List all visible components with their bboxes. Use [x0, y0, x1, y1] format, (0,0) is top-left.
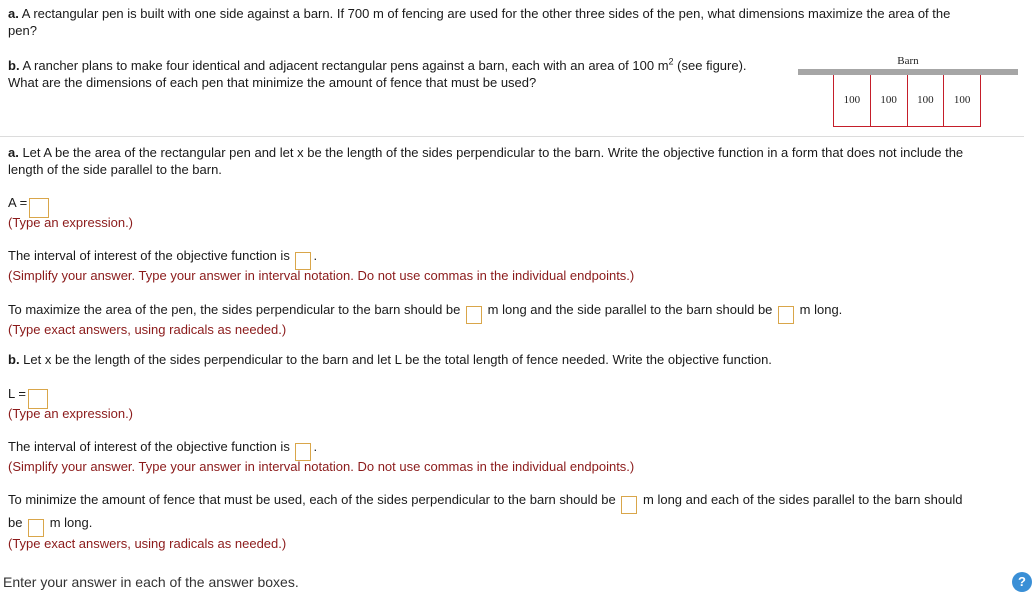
pens-row	[833, 75, 981, 127]
pen-3: 100	[908, 75, 945, 127]
divider	[0, 136, 1024, 137]
part-a-intro-line2: length of the side parallel to the barn.	[8, 162, 222, 177]
part-a-label: a.	[8, 145, 19, 160]
problem-a-label: a.	[8, 6, 19, 21]
problem-b-text-post: (see figure).	[673, 58, 747, 73]
part-b-interval-hint: (Simplify your answer. Type your answer in interval notation. Do not use commas in the individual endpoints.)	[8, 459, 635, 474]
part-a-dims-post: m long.	[799, 302, 843, 317]
problem-b-label: b.	[8, 58, 20, 73]
part-b-dims-post: m long.	[49, 515, 93, 530]
part-b-dims-mid: m long and each of the sides parallel to the barn should	[643, 492, 963, 507]
part-a-interval-hint: (Simplify your answer. Type your answer in interval notation. Do not use commas in the individual endpoints.)	[8, 268, 635, 283]
part-b-dims-be: be	[8, 515, 23, 530]
part-b-label: b.	[8, 352, 20, 367]
barn-label: Barn	[897, 55, 919, 67]
part-a-interval-period: .	[313, 248, 318, 263]
part-b-dims-hint: (Type exact answers, using radicals as needed.)	[8, 536, 287, 551]
part-a-interval-text: The interval of interest of the objective function is	[8, 248, 290, 263]
problem-a-line1	[8, 5, 950, 22]
part-a-perpendicular-input[interactable]	[466, 306, 482, 324]
part-b-dims-text: To minimize the amount of fence that must be used, each of the sides perpendicular to the barn should be	[8, 492, 616, 507]
part-b-dims-row2	[8, 514, 92, 537]
pen-1: 100	[833, 75, 871, 127]
part-a-dims-hint: (Type exact answers, using radicals as needed.)	[8, 322, 287, 337]
pen-4: 100	[944, 75, 981, 127]
problem-b-text: A rancher plans to make four identical and adjacent rectangular pens against a barn, each with an area of 100 m	[22, 58, 669, 73]
part-b-dims-row1	[8, 491, 962, 514]
part-a-intro-line1	[8, 144, 963, 161]
problem-b-line2: What are the dimensions of each pen that minimize the amount of fence that must be used?	[8, 75, 537, 90]
area-label: A =	[8, 195, 28, 210]
part-b-interval-text: The interval of interest of the objective function is	[8, 439, 290, 454]
problem-a-line2: pen?	[8, 23, 37, 38]
part-a-objective-hint: (Type an expression.)	[8, 215, 134, 230]
pen-2: 100	[871, 75, 908, 127]
part-a-dims-text: To maximize the area of the pen, the sides perpendicular to the barn should be	[8, 302, 461, 317]
length-label: L =	[8, 386, 26, 401]
part-b-interval-period: .	[313, 439, 318, 454]
part-b-intro-row	[8, 351, 772, 368]
footer-instruction: Enter your answer in each of the answer boxes.	[3, 574, 299, 590]
part-b-parallel-input[interactable]	[28, 519, 44, 537]
help-icon[interactable]: ?	[1012, 572, 1032, 592]
part-b-objective-hint: (Type an expression.)	[8, 406, 134, 421]
part-b-perpendicular-input[interactable]	[621, 496, 637, 514]
part-a-parallel-input[interactable]	[778, 306, 794, 324]
part-a-intro: Let A be the area of the rectangular pen and let x be the length of the sides perpendicular to the barn. Write the objective function in a form that does not include the	[18, 145, 964, 160]
problem-a-text: A rectangular pen is built with one side against a barn. If 700 m of fencing are used for the other three sides of the pen, what dimensions maximize the area of the	[21, 6, 951, 21]
part-b-intro: Let x be the length of the sides perpendicular to the barn and let L be the total length of fence needed. Write the objective function.	[19, 352, 772, 367]
superscript-two: 2	[668, 56, 674, 67]
part-a-dims-mid: m long and the side parallel to the barn should be	[487, 302, 773, 317]
problem-b-line1	[8, 57, 747, 74]
